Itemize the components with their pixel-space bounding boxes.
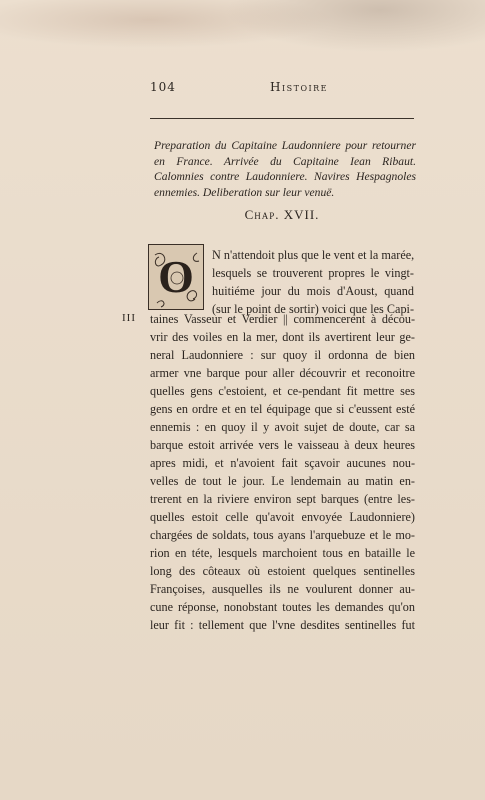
body-line: leur fit : tellement que l'vne desdites sentinelles fut: [150, 618, 415, 632]
margin-note: III: [122, 312, 136, 324]
dropcap-ornament-icon: [149, 245, 205, 311]
body-line: velles de tout le jour. Le lendemain au matin en-: [150, 474, 415, 488]
body-line: ennemis : en quoy il y avoit sujet de doute, car sa: [150, 420, 415, 434]
body-line: long des côteaux où estoient quelques sentinelles: [150, 564, 415, 578]
body-line: Françoises, ausquelles ils ne voulurent donner au-: [150, 582, 415, 596]
body-line: lesquels se trouverent propres le vingt-: [212, 266, 414, 280]
body-line: rion en téte, lesquels marchoient tous en bataille le: [150, 546, 415, 560]
ornamental-dropcap: [148, 244, 204, 310]
chapter-summary: Preparation du Capitaine Laudonniere pour retourner en France. Arrivée du Capitaine Iean Ribaut. Calomnies contre Laudonniere. Navires Hespagnoles ennemies. Deliberation sur leur venuë.: [154, 139, 416, 199]
chapter-heading: Chap. XVII.: [244, 207, 320, 222]
body-line: chargées de soldats, tous ayans l'arquebuze et le mo-: [150, 528, 415, 542]
running-head: [150, 80, 415, 96]
body-line: taines Vasseur et Verdier || commencerent à décou-: [150, 312, 415, 326]
body-line: armer vne barque pour aller découvrir et reconoitre: [150, 366, 415, 380]
running-title: Histoire: [270, 80, 329, 94]
body-line: gens en ordre et en tel équipage que si c'eussent esté: [150, 402, 415, 416]
body-line: huitiéme jour du mois d'Aoust, quand: [212, 284, 414, 298]
body-line: barque estoit arrivée vers le vaisseau à deux heures: [150, 438, 415, 452]
dropcap-letter: O: [158, 251, 194, 302]
page-number: 104: [150, 80, 176, 94]
body-line: quelles estoit celle qu'avoit envoyée Laudonniere): [150, 510, 415, 524]
body-line: apres midi, et n'avoient fait sçavoir aucunes nou-: [150, 456, 415, 470]
body-line: vrir des voiles en la mer, dont ils avertirent leur ge-: [150, 330, 415, 344]
body-line: N n'attendoit plus que le vent et la marée,: [212, 248, 415, 262]
body-line: quelles gens c'estoient, et ce-pendant fit mettre ses: [150, 384, 415, 398]
body-line: neral Laudonniere : sur quoy il ordonna de bien: [150, 348, 415, 362]
body-line: (sur le point de sortir) voici que les Capi-: [212, 302, 414, 316]
header-rule: [150, 118, 414, 119]
body-line: trerent en la riviere environ sept barques (entre les-: [150, 492, 415, 506]
body-line: cune réponse, nonobstant toutes les demandes qu'on: [150, 600, 415, 614]
